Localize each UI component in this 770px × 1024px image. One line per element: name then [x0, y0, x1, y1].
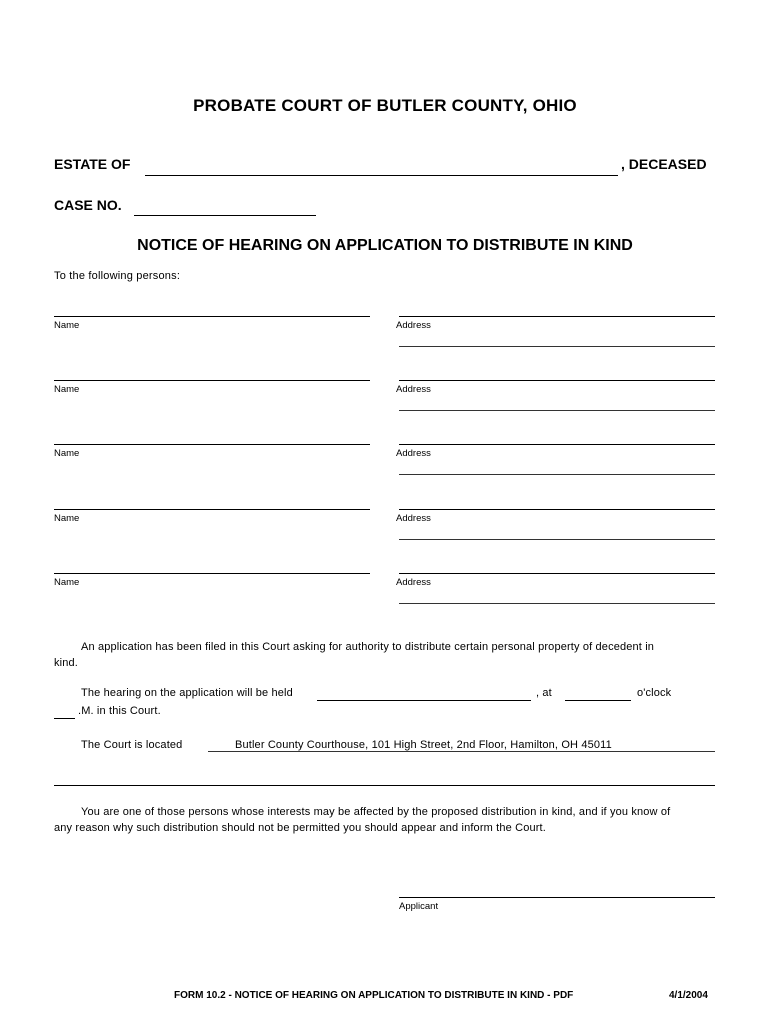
interest-text-line1: You are one of those persons whose interests may be affected by the proposed distribution in kind, and if you know of: [81, 806, 671, 818]
estate-label: ESTATE OF: [54, 156, 131, 172]
address-label: Address: [396, 448, 431, 459]
recipient-name-field[interactable]: [54, 509, 370, 510]
notice-title: NOTICE OF HEARING ON APPLICATION TO DISTRIBUTE IN KIND: [137, 237, 633, 254]
estate-name-field[interactable]: [145, 175, 618, 176]
hearing-date-field[interactable]: [317, 700, 531, 701]
name-label: Name: [54, 320, 80, 331]
recipient-name-field[interactable]: [54, 573, 370, 574]
form-footer-title: FORM 10.2 - NOTICE OF HEARING ON APPLICATION TO DISTRIBUTE IN KIND - PDF: [174, 990, 574, 1001]
case-number-field[interactable]: [134, 215, 316, 216]
recipient-address-field[interactable]: [399, 380, 715, 381]
recipient-address-field[interactable]: [399, 573, 715, 574]
recipient-address-field-line2[interactable]: [399, 474, 715, 475]
form-footer-date: 4/1/2004: [669, 990, 708, 1001]
recipient-address-field[interactable]: [399, 444, 715, 445]
application-text-line2: kind.: [54, 657, 78, 669]
recipient-name-field[interactable]: [54, 444, 370, 445]
am-pm-field[interactable]: [54, 718, 75, 719]
deceased-label: , DECEASED: [621, 156, 707, 172]
recipient-address-field-line2[interactable]: [399, 346, 715, 347]
address-label: Address: [396, 577, 431, 588]
name-label: Name: [54, 384, 80, 395]
hearing-at-label: , at: [536, 687, 552, 699]
court-location-field[interactable]: [208, 751, 715, 752]
recipients-intro: To the following persons:: [54, 270, 181, 282]
recipient-address-field[interactable]: [399, 316, 715, 317]
address-label: Address: [396, 384, 431, 395]
recipient-address-field[interactable]: [399, 509, 715, 510]
court-location-label: The Court is located: [81, 739, 183, 751]
address-label: Address: [396, 320, 431, 331]
hearing-text: The hearing on the application will be held: [81, 687, 293, 699]
applicant-signature-field[interactable]: [399, 897, 715, 898]
name-label: Name: [54, 448, 80, 459]
court-location-field-line2[interactable]: [54, 785, 715, 786]
address-label: Address: [396, 513, 431, 524]
applicant-label: Applicant: [399, 901, 439, 912]
recipient-address-field-line2[interactable]: [399, 603, 715, 604]
recipient-name-field[interactable]: [54, 380, 370, 381]
name-label: Name: [54, 577, 80, 588]
application-text-line1: An application has been filed in this Court asking for authority to distribute certain personal property of decedent in: [81, 641, 655, 653]
interest-text-line2: any reason why such distribution should not be permitted you should appear and inform the Court.: [54, 822, 546, 834]
recipient-address-field-line2[interactable]: [399, 539, 715, 540]
hearing-time-field[interactable]: [565, 700, 631, 701]
recipient-name-field[interactable]: [54, 316, 370, 317]
oclock-label: o'clock: [637, 687, 672, 699]
case-number-label: CASE NO.: [54, 197, 122, 213]
court-location-value: Butler County Courthouse, 101 High Street, 2nd Floor, Hamilton, OH 45011: [235, 739, 612, 751]
name-label: Name: [54, 513, 80, 524]
hearing-suffix: .M. in this Court.: [78, 705, 161, 717]
recipient-address-field-line2[interactable]: [399, 410, 715, 411]
court-title: PROBATE COURT OF BUTLER COUNTY, OHIO: [193, 96, 577, 115]
